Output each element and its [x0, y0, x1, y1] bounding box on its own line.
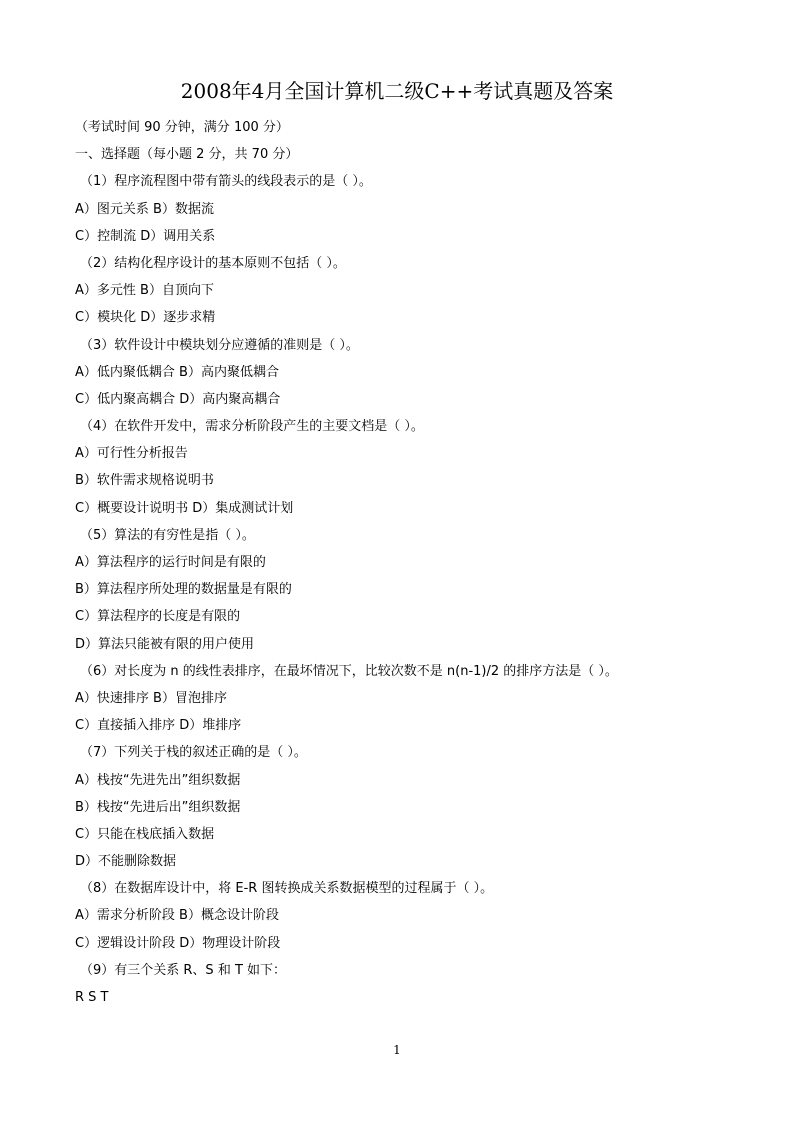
document-body	[75, 114, 765, 1011]
text-line: C）低内聚高耦合 D）高内聚高耦合	[75, 391, 281, 407]
text-line: C）控制流 D）调用关系	[75, 228, 216, 244]
text-line: （考试时间 90 分钟，满分 100 分）	[75, 120, 289, 135]
text-line: （8）在数据库设计中，将 E-R 图转换成关系数据模型的过程属于（ ）。	[80, 881, 494, 897]
text-line: C）算法程序的长度是有限的	[75, 609, 241, 625]
text-line: （3）软件设计中模块划分应遵循的准则是（ ）。	[80, 337, 359, 353]
text-line: C）逻辑设计阶段 D）物理设计阶段	[75, 935, 281, 951]
text-line: A）多元性 B）自顶向下	[75, 283, 214, 299]
text-line: A）算法程序的运行时间是有限的	[75, 555, 266, 570]
text-line: （9）有三个关系 R、S 和 T 如下：	[80, 962, 287, 978]
text-line: C）模块化 D）逐步求精	[75, 310, 216, 326]
text-line: 一、选择题（每小题 2 分，共 70 分）	[75, 147, 299, 163]
text-line: （5）算法的有穷性是指（ ）。	[80, 527, 255, 543]
page-number: 1	[393, 1043, 401, 1057]
text-line: （1）程序流程图中带有箭头的线段表示的是（ ）。	[80, 174, 372, 190]
text-line: （7）下列关于栈的叙述正确的是（ ）。	[80, 745, 307, 761]
text-line: B）算法程序所处理的数据量是有限的	[75, 582, 292, 598]
text-line: C）直接插入排序 D）堆排序	[75, 718, 242, 734]
text-line: R S T	[75, 990, 109, 1005]
text-line: B）软件需求规格说明书	[75, 473, 214, 489]
text-line: A）图元关系 B）数据流	[75, 201, 214, 217]
text-line: （4）在软件开发中，需求分析阶段产生的主要文档是（ ）。	[80, 419, 424, 435]
text-line: A）可行性分析报告	[75, 446, 188, 462]
text-line: B）栈按“先进后出”组织数据	[75, 799, 241, 815]
text-line: C）只能在栈底插入数据	[75, 826, 215, 842]
text-line: A）需求分析阶段 B）概念设计阶段	[75, 908, 279, 924]
text-line: （2）结构化程序设计的基本原则不包括（ ）。	[80, 255, 346, 271]
text-line: A）快速排序 B）冒泡排序	[75, 690, 227, 706]
page-title: 2008年4月全国计算机二级C++考试真题及答案	[180, 79, 614, 103]
text-line: A）低内聚低耦合 B）高内聚低耦合	[75, 364, 279, 380]
text-line: D）不能删除数据	[75, 854, 177, 870]
text-line: C）概要设计说明书 D）集成测试计划	[75, 500, 294, 516]
text-line: （6）对长度为 n 的线性表排序，在最坏情况下，比较次数不是 n(n-1)/2 的排序方法是（ ）。	[80, 663, 618, 679]
text-line: A）栈按“先进先出”组织数据	[75, 772, 241, 788]
text-line: D）算法只能被有限的用户使用	[75, 636, 255, 652]
